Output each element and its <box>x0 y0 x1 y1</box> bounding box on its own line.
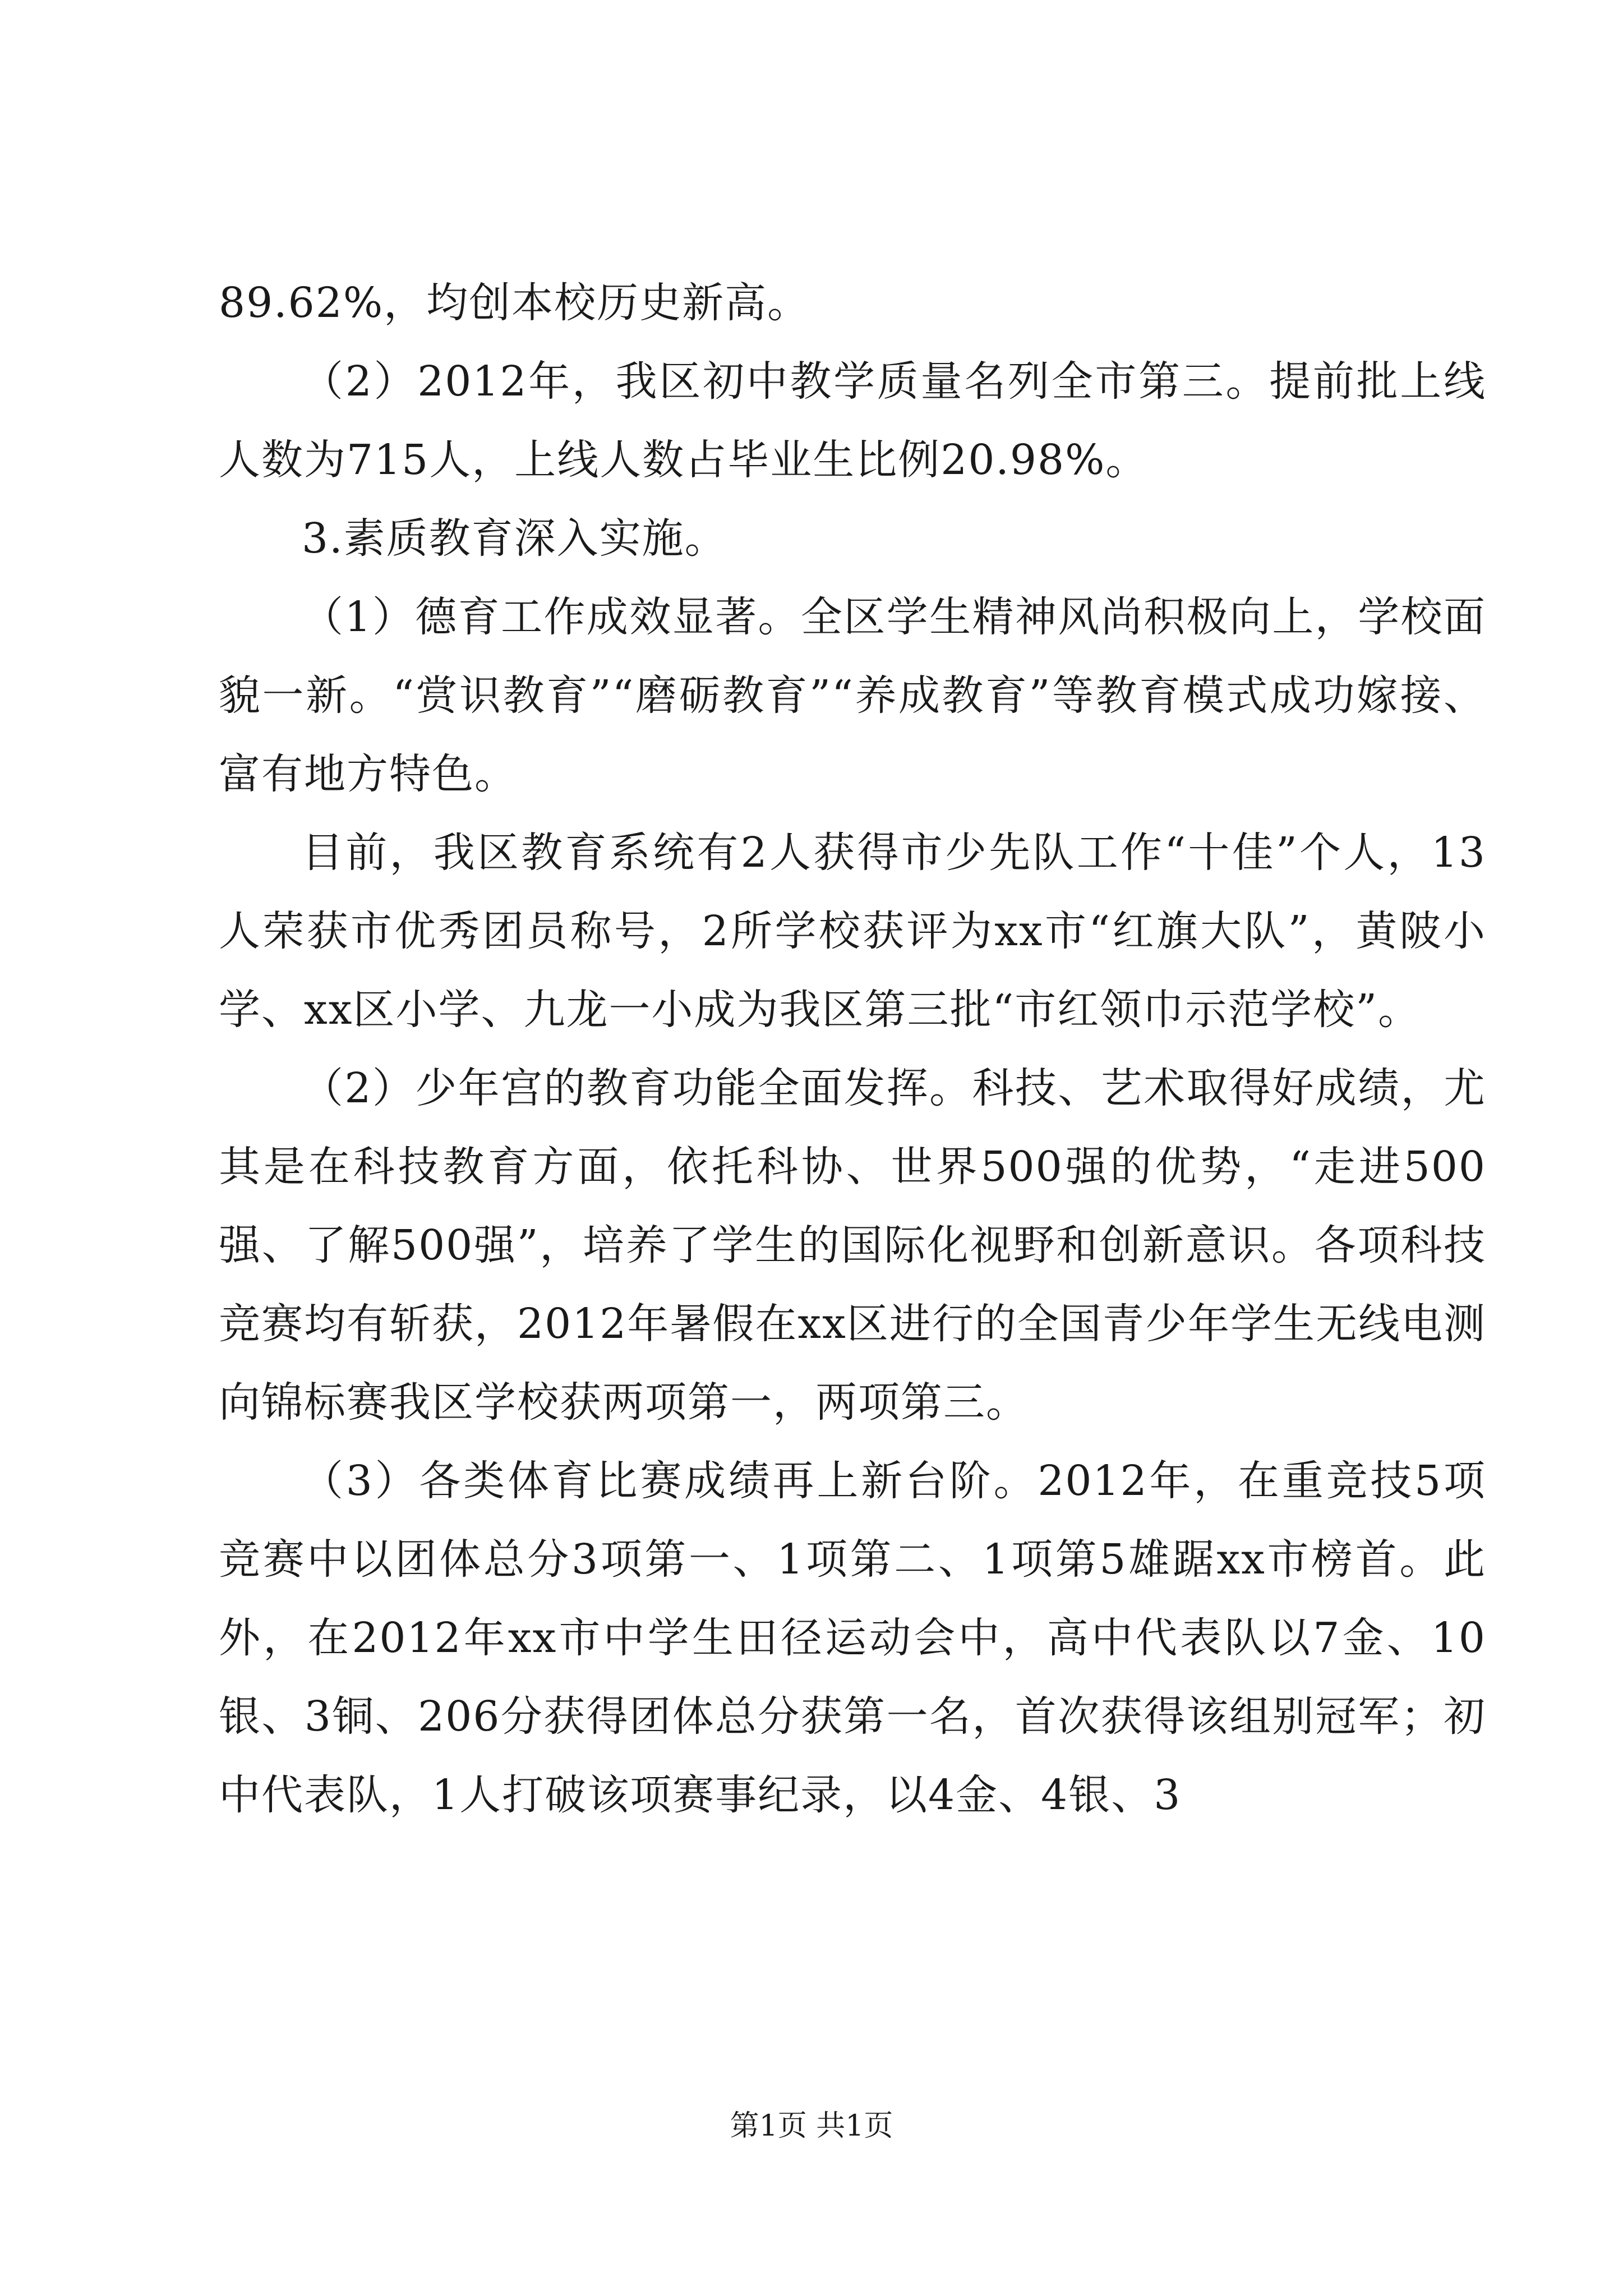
section-heading-quality-education: 3.素质教育深入实施。 <box>302 514 727 563</box>
paragraph-exam-results: （2）2012年，我区初中教学质量名列全市第三。提前批上线人数为715人，上线人数占毕业生比例20.98%。 <box>219 357 1486 484</box>
paragraph-continuation: 89.62%，均创本校历史新高。 <box>219 279 810 327</box>
document-body <box>219 264 1486 1834</box>
page-footer <box>0 2106 1623 2146</box>
page-number-label: 第1页 共1页 <box>730 2109 893 2143</box>
paragraph-moral-education: （1）德育工作成效显著。全区学生精神风尚积极向上，学校面貌一新。“赏识教育”“磨砺教育”“养成教育”等教育模式成功嫁接、富有地方特色。 <box>219 593 1486 798</box>
paragraph-sports: （3）各类体育比赛成绩再上新台阶。2012年，在重竞技5项竞赛中以团体总分3项第一、1项第二、1项第5雄踞xx市榜首。此外，在2012年xx市中学生田径运动会中，高中代表队以7金、10银、3铜、206分获得团体总分获第一名，首次获得该组别冠军；初中代表队，1人打破该项赛事纪录，以4金、4银、3 <box>219 1457 1487 1819</box>
paragraph-honors: 目前，我区教育系统有2人获得市少先队工作“十佳”个人，13人荣获市优秀团员称号，2所学校获评为xx市“红旗大队”，黄陂小学、xx区小学、九龙一小成为我区第三批“市红领巾示范学校”。 <box>219 829 1486 1034</box>
paragraph-youth-palace: （2）少年宫的教育功能全面发挥。科技、艺术取得好成绩，尤其是在科技教育方面，依托科协、世界500强的优势，“走进500强、了解500强”，培养了学生的国际化视野和创新意识。各项科技竞赛均有斩获，2012年暑假在xx区进行的全国青少年学生无线电测向锦标赛我区学校获两项第一，两项第三。 <box>219 1064 1486 1427</box>
